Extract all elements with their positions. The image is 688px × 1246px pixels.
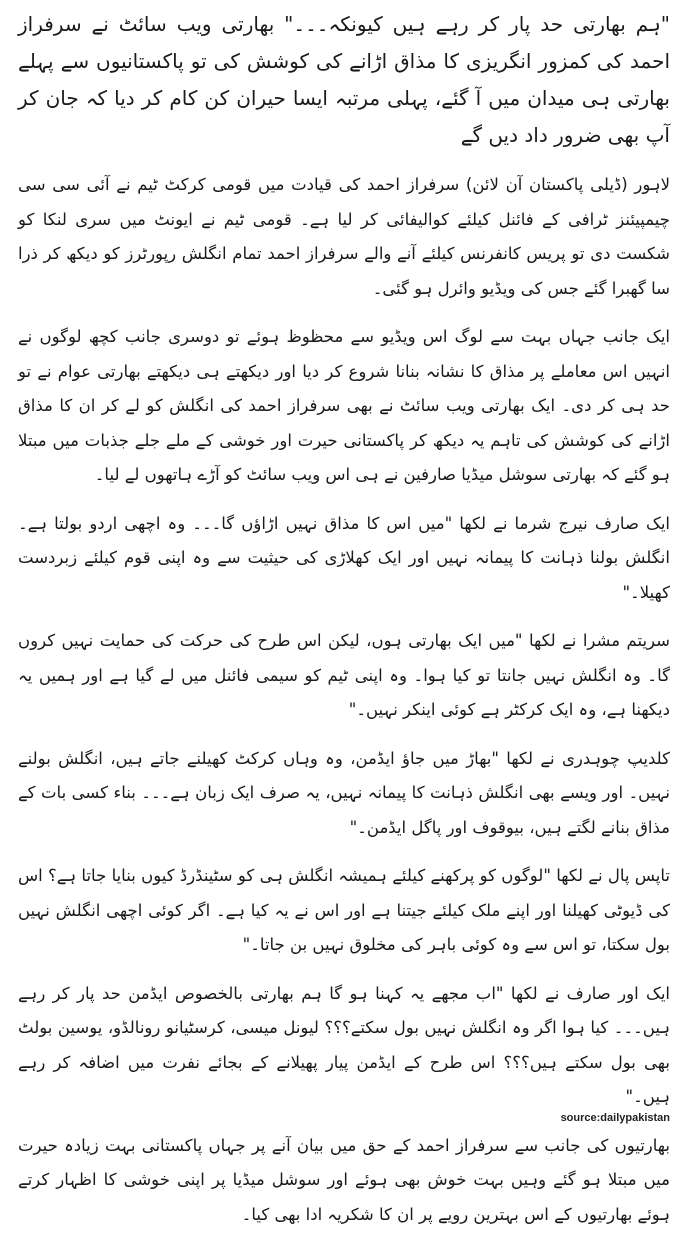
paragraph-comment-another-user: ایک اور صارف نے لکھا "اب مجھے یہ کہنا ہو گا ہم بھارتی بالخصوص ایڈمن حد پار کر رہے ہیں۔۔۔ کیا ہوا اگر وہ انگلش نہیں بول سکتے؟؟؟ لیونل میسی، کرسٹیانو رونالڈو، یوسین بولٹ بھی بول سکتے ہیں؟؟؟ اس طرح کے ایڈمن پیار پھیلانے کے بجائے نفرت میں اضافہ کر رہے ہیں۔"	[18, 983, 670, 1106]
paragraph-conclusion: بھارتیوں کی جانب سے سرفراز احمد کے حق میں بیان آنے پر جہاں پاکستانی بہت زیادہ حیرت میں مبتلا ہو گئے وہیں بہت خوش بھی ہوئے اور سوشل میڈیا پر اپنی خوشی کا اظہار کرتے ہوئے بھارتیوں کے اس بہترین رویے پر ان کا شکریہ ادا بھی کیا۔	[18, 1135, 670, 1224]
source-credit: source:dailypakistan	[560, 1112, 670, 1124]
paragraph-comment-neeraj: ایک صارف نیرج شرما نے لکھا "میں اس کا مذاق نہیں اڑاؤں گا۔۔۔ وہ اچھی اردو بولتا ہے۔ انگلش بولنا ذہانت کا پیمانہ نہیں اور ایک کھلاڑی کی حیثیت سے وہ اپنی قوم کیلئے زبردست کھیلا۔"	[18, 513, 670, 602]
paragraph-comment-tapas: تاپس پال نے لکھا "لوگوں کو پرکھنے کیلئے ہمیشہ انگلش ہی کو سٹینڈرڈ کیوں بنایا جاتا ہے؟ اس کی ڈیوٹی کھیلنا اور اپنے ملک کیلئے جیتنا ہے اور اس نے یہ کیا ہے۔ اگر کوئی اچھی انگلش نہیں بول سکتا، تو اس سے وہ کوئی باہر کی مخلوق نہیں بن جاتا۔"	[18, 866, 670, 954]
paragraph-intro: لاہور (ڈیلی پاکستان آن لائن) سرفراز احمد کی قیادت میں قومی کرکٹ ٹیم نے آئی سی سی چیمپیئنز ٹرافی کے فائنل کیلئے کوالیفائی کر لیا ہے۔ قومی ٹیم نے ایونٹ میں سری لنکا کو شکست دی تو پریس کانفرنس کیلئے آنے والے سرفراز احمد تمام انگلش رپورٹرز کو دیکھ کر ذرا سا گھبرا گئے جس کی ویڈیو وائرل ہو گئی۔	[18, 175, 670, 298]
article-body	[18, 6, 670, 1246]
paragraph-comment-kuldeep: کلدیپ چوہدری نے لکھا "بھاڑ میں جاؤ ایڈمن، وہ وہاں کرکٹ کھیلنے جاتے ہیں، انگلش بولنے نہیں۔ اور ویسے بھی انگلش ذہانت کا پیمانہ نہیں، یہ صرف ایک زبان ہے۔۔۔ بناء کسی بات کے مذاق بنانے لگتے ہیں، بیوقوف اور پاگل ایڈمن۔"	[18, 748, 670, 837]
paragraph-comment-saritam: سریتم مشرا نے لکھا "میں ایک بھارتی ہوں، لیکن اس طرح کی حرکت کی حمایت نہیں کروں گا۔ وہ انگلش نہیں جانتا تو کیا ہوا۔ وہ اپنی ٹیم کو سیمی فائنل میں لے گیا ہے اور ہمیں یہ دیکھنا ہے، وہ ایک کرکٹر ہے کوئی اینکر نہیں۔"	[18, 631, 670, 719]
article-headline: "ہم بھارتی حد پار کر رہے ہیں کیونکہ۔۔۔" بھارتی ویب سائٹ نے سرفراز احمد کی کمزور انگریزی کا مذاق اڑانے کی کوشش کی تو پاکستانیوں سے پہلے بھارتی ہی میدان میں آ گئے، پہلی مرتبہ ایسا حیران کن کام کر دیا کہ جان کر آپ بھی ضرور داد دیں گے	[18, 12, 670, 147]
paragraph-reaction: ایک جانب جہاں بہت سے لوگ اس ویڈیو سے محظوظ ہوئے تو دوسری جانب کچھ لوگوں نے انہیں اس معاملے پر مذاق کا نشانہ بنانا شروع کر دیا اور دیکھتے ہی دیکھتے بھارتی عوام نے تو حد ہی کر دی۔ ایک بھارتی ویب سائٹ نے بھی سرفراز احمد کی انگلش کو لے کر ان کا مذاق اڑانے کی کوشش کی تاہم یہ دیکھ کر پاکستانی حیرت اور خوشی کے ملے جلے جذبات میں مبتلا ہو گئے کہ بھارتی سوشل میڈیا صارفین نے ہی اس ویب سائٹ کو آڑے ہاتھوں لے لیا۔	[18, 327, 670, 484]
